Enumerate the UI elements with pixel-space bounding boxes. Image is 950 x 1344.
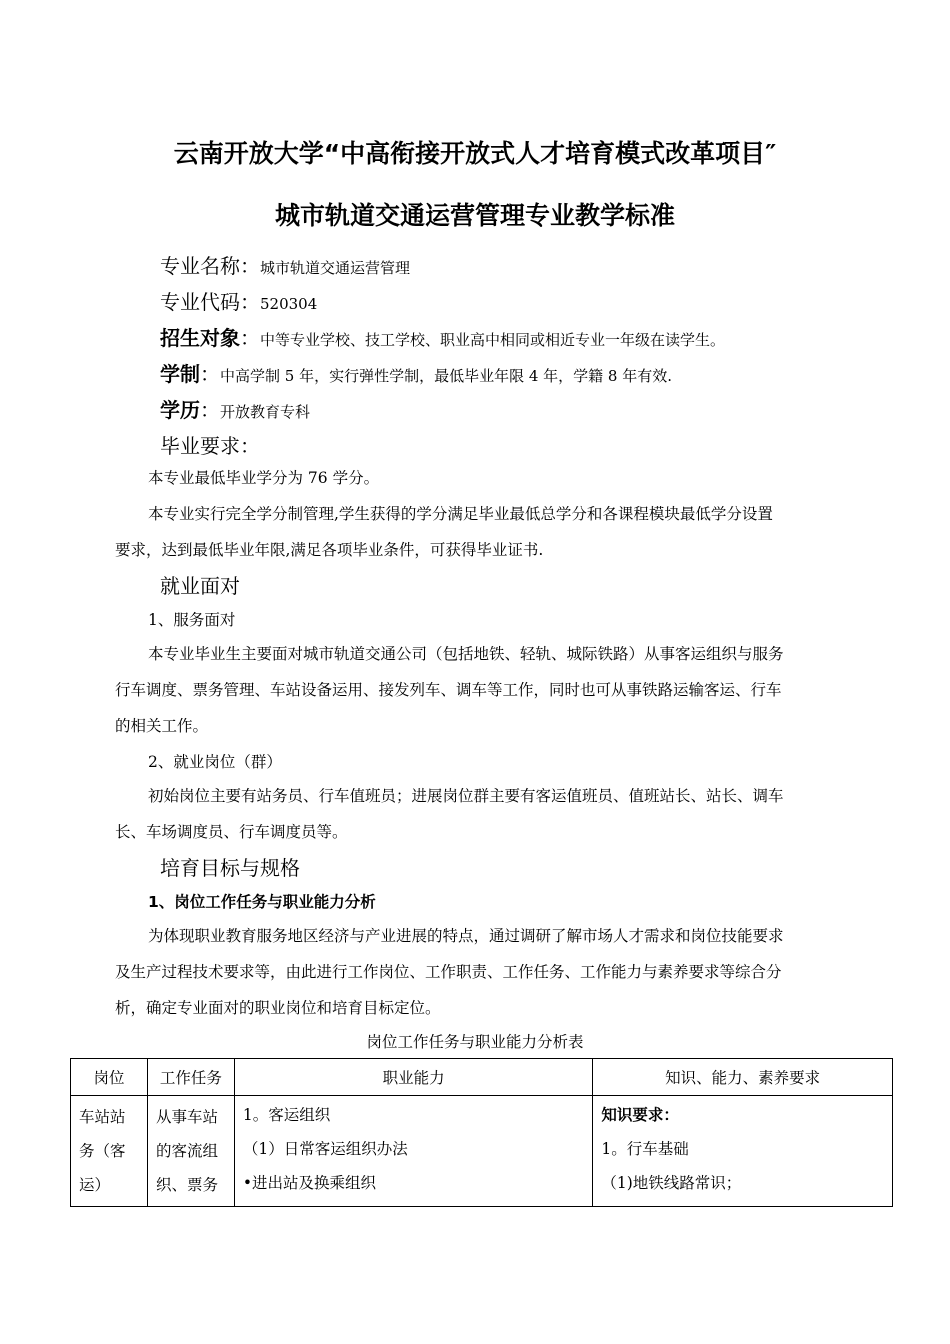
table-header-row [71, 1059, 893, 1096]
cell-line: 务（客 [79, 1142, 126, 1160]
document-title-line1: 云南开放大学“中高衔接开放式人才培育模式改革项目″ [173, 139, 777, 168]
field-label: 专业名称 [160, 254, 240, 278]
cell-line: （1）日常客运组织办法 [242, 1140, 408, 1158]
column-header: 工作任务 [147, 1059, 234, 1096]
cell-line: 1。行车基础 [601, 1140, 689, 1158]
cell-line: 的客流组 [155, 1142, 218, 1160]
field-degree: 学历：开放教育专科 [160, 398, 311, 422]
field-label: 学历 [160, 398, 200, 422]
document-title-line2: 城市轨道交通运营管理专业教学标准 [274, 201, 675, 230]
subheading: 1、岗位工作任务与职业能力分析 [148, 893, 376, 911]
cell-line: （1)地铁线路常识； [601, 1174, 742, 1192]
cell-line: •进出站及换乘组织 [242, 1174, 377, 1192]
paragraph-line: 长、车场调度员、行车调度员等。 [115, 823, 348, 841]
column-header: 知识、能力、素养要求 [593, 1059, 893, 1096]
table-row [71, 1096, 893, 1207]
field-value: 中等专业学校、技工学校、职业高中相同或相近专业一年级在读学生。 [260, 331, 726, 349]
paragraph-line: 本专业毕业生主要面对城市轨道交通公司（包括地铁、轻轨、城际铁路）从事客运组织与服务 [148, 645, 784, 663]
cell-line: 从事车站 [155, 1108, 218, 1126]
paragraph-line: 的相关工作。 [115, 717, 209, 735]
column-header: 职业能力 [234, 1059, 593, 1096]
paragraph-line: 及生产过程技术要求等，由此进行工作岗位、工作职责、工作任务、工作能力与素养要求等综合分 [115, 963, 782, 981]
paragraph-line: 析，确定专业面对的职业岗位和培育目标定位。 [115, 999, 441, 1017]
paragraph-line: 要求，达到最低毕业年限,满足各项毕业条件，可获得毕业证书. [115, 541, 544, 559]
table-cell-task [147, 1096, 234, 1207]
table-cell-knowledge [593, 1096, 893, 1207]
field-enrollment: 招生对象：中等专业学校、技工学校、职业高中相同或相近专业一年级在读学生。 [160, 326, 726, 350]
ability-analysis-table [70, 1058, 893, 1207]
field-major-name: 专业名称：城市轨道交通运营管理 [160, 254, 411, 278]
table-cell-position [71, 1096, 148, 1207]
paragraph: 本专业最低毕业学分为 76 学分。 [148, 469, 380, 487]
column-header: 岗位 [71, 1059, 148, 1096]
field-duration: 学制：中高学制 5 年，实行弹性学制，最低毕业年限 4 年，学籍 8 年有效. [160, 362, 673, 386]
subheading: 2、就业岗位（群） [148, 753, 282, 771]
field-value: 城市轨道交通运营管理 [260, 259, 411, 277]
table-caption: 岗位工作任务与职业能力分析表 [366, 1033, 584, 1051]
section-heading-employment: 就业面对 [160, 574, 240, 598]
section-heading-graduation: 毕业要求： [160, 434, 260, 458]
cell-line: 织、票务 [155, 1176, 218, 1194]
paragraph-line: 本专业实行完全学分制管理,学生获得的学分满足毕业最低总学分和各课程模块最低学分设置 [148, 505, 773, 523]
field-value: 520304 [260, 295, 318, 313]
paragraph-line: 初始岗位主要有站务员、行车值班员；进展岗位群主要有客运值班员、值班站长、站长、调车 [148, 787, 784, 805]
paragraph-line: 行车调度、票务管理、车站设备运用、接发列车、调车等工作，同时也可从事铁路运输客运、行车 [115, 681, 782, 699]
field-label: 招生对象 [160, 326, 240, 350]
cell-heading: 知识要求： [601, 1106, 679, 1124]
field-label: 专业代码 [160, 290, 240, 314]
field-value: 开放教育专科 [220, 403, 311, 421]
subheading: 1、服务面对 [148, 611, 236, 629]
field-major-code: 专业代码：520304 [160, 290, 318, 314]
cell-line: 车站站 [79, 1108, 126, 1126]
field-label: 学制 [160, 362, 200, 386]
cell-line: 1。客运组织 [242, 1106, 331, 1124]
cell-line: 运） [79, 1176, 111, 1194]
paragraph-line: 为体现职业教育服务地区经济与产业进展的特点，通过调研了解市场人才需求和岗位技能要求 [148, 927, 784, 945]
field-value: 中高学制 5 年，实行弹性学制，最低毕业年限 4 年，学籍 8 年有效. [220, 367, 673, 385]
table-cell-ability [234, 1096, 593, 1207]
section-heading-training: 培育目标与规格 [160, 856, 300, 880]
